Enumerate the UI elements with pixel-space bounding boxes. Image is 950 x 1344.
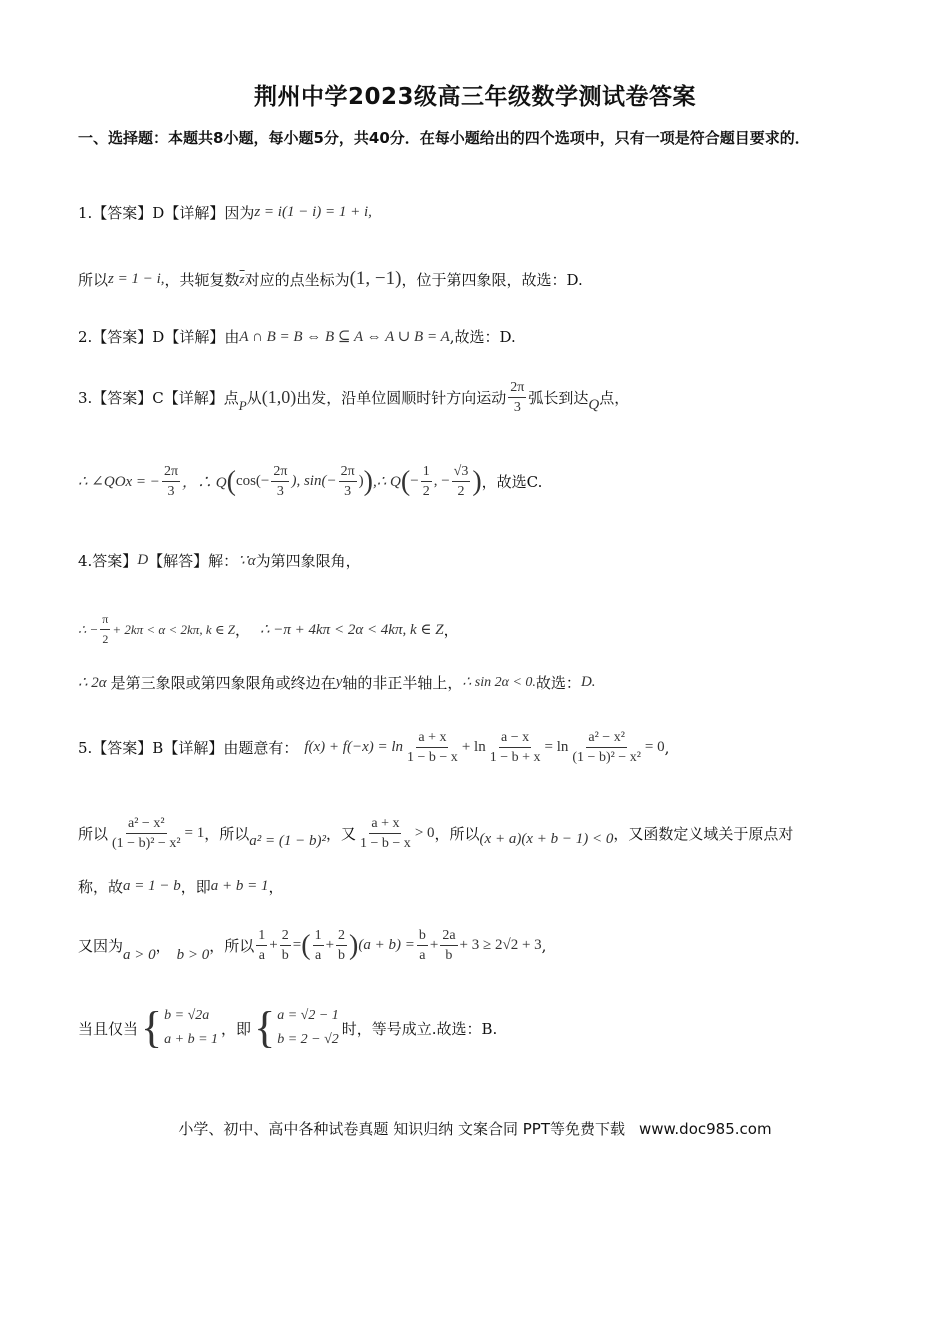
q1-text-e: ，位于第四象限，故选：D. [401, 270, 583, 289]
q1-point: (1, −1) [349, 268, 402, 289]
footer-link[interactable]: www.doc985.com [638, 1120, 772, 1138]
q4-line-2 [78, 610, 878, 649]
q4-text-3e: 故选： [535, 674, 581, 692]
q3-text-d: 点， [599, 389, 630, 407]
q4-answer: D [137, 552, 149, 568]
q5-line-1 [78, 728, 878, 767]
q5-sys2-row1: a = √2 − 1 [277, 1008, 339, 1023]
q5-text-4b: ， [155, 937, 171, 955]
q3-text-c: 弧长到达 [528, 389, 589, 407]
q5-frac-2b: $\frac{2}{b}$ [281, 928, 289, 963]
q1-lead: 1.【答案】D【详解】因为 [78, 204, 255, 222]
q5-ab-eq: a + b = 1 [210, 878, 269, 894]
q5-result: + 3 ≥ 2√2 + 3 [459, 937, 542, 953]
q5-text-4c: ，所以 [209, 937, 255, 955]
q5-text-2b: ，所以 [204, 825, 250, 843]
q4-line-3 [78, 672, 878, 693]
q3-text-a: 从 [246, 389, 262, 407]
q3-arc-fraction: $\frac{2\pi}{3}$ [510, 380, 525, 415]
q5-gt0: > 0 [414, 825, 435, 841]
q4-sep-2: ， [443, 621, 459, 639]
q5-a-pos: a > 0 [123, 947, 156, 963]
q3-half-fraction: $\frac{1}{2}$ [422, 464, 430, 499]
q2-lead: 2.【答案】D【详解】由 [78, 328, 240, 346]
q5-line-4 [78, 926, 878, 965]
q3-cos-fraction: $\frac{2\pi}{3}$ [273, 464, 288, 499]
q3-text-i: ，故选C. [481, 473, 543, 491]
q3-cos: cos(− [235, 473, 270, 489]
q5-eq-sign: = [292, 937, 302, 953]
q4-ineq-2: ∴ −π + 4kπ < 2α < 4kπ, k ∈ Z [259, 622, 444, 638]
q3-minus: − [410, 473, 419, 489]
q5-b-pos: b > 0 [176, 947, 210, 963]
q3-q-label: ，∴ Q [182, 475, 227, 491]
q5-line-2 [78, 814, 878, 853]
q3-sin: ), sin(− [291, 473, 337, 489]
q5-text-3c: ， [268, 878, 284, 896]
q5-sys1-row1: b = √2a [164, 1008, 210, 1023]
page-title: 荆州中学2023级高三年级数学测试卷答案 [253, 84, 696, 110]
q5-system-2: { a = √2 − 1 b = 2 − √2 [254, 1003, 339, 1052]
q5-a-square: a² = (1 − b)² [249, 833, 326, 849]
section-heading: 一、选择题：本题共8小题，每小题5分，共40分．在每小题给出的四个选项中，只有一项是符合题目要求的． [78, 129, 810, 147]
q5-frac-4: $\frac{\text{a² − x²}}{\text{(1 − b)² − x²}}$ [112, 816, 181, 851]
q5-plus-ln: + ln [461, 739, 486, 755]
q5-f: f(x) + f(−x) = ln [304, 739, 404, 755]
q1-zbar: $\overline{z}$ [239, 271, 245, 286]
q5-eq-ln: = ln [544, 739, 569, 755]
q5-text-5b: ，即 [221, 1019, 252, 1038]
q4-pi-fraction: $\frac{\pi}{2}$ [102, 612, 109, 646]
q4-text-a: 【解答】解： [148, 552, 239, 570]
q3-paren-close: ) [363, 465, 373, 497]
q5-a-eq: a = 1 − b [123, 878, 181, 894]
q5-ab-factor: (a + b) = [358, 937, 415, 953]
q5-paren-open: ( [301, 929, 311, 961]
q3-q-label-2: ,∴ Q [373, 474, 401, 490]
q5-lead: 5.【答案】B【详解】由题意有： [78, 739, 299, 757]
q3-sin-fraction: $\frac{2\pi}{3}$ [340, 464, 355, 499]
q1-text-d: 对应的点坐标为 [244, 270, 350, 289]
q5-frac-ba: $\frac{b}{a}$ [418, 928, 426, 963]
q3-lead: 3.【答案】C【详解】点 [78, 389, 239, 407]
q3-point-p: P [238, 397, 247, 413]
q4-sin: ∴ sin 2α < 0. [462, 675, 536, 690]
q5-comma: , [664, 738, 670, 757]
q4-line-1 [78, 550, 878, 571]
q3-point-q: Q [588, 397, 600, 413]
q4-ineq-1: + 2kπ < α < 2kπ, k ∈ Z [112, 621, 235, 637]
q5-text-3b: ，即 [180, 878, 211, 896]
q1-text-b: ，共轭复数 [164, 270, 240, 289]
q5-text-2e: ，又函数定义域关于原点对 [613, 825, 794, 843]
q4-y: y [335, 674, 343, 690]
q4-final: D. [580, 674, 596, 690]
q5-plus-sign: + [269, 937, 278, 953]
q5-text-3a: 称，故 [78, 878, 124, 896]
q4-therefore: ∴ − [78, 621, 99, 637]
q5-text-2d: ，所以 [434, 825, 480, 843]
q5-paren-close: ) [349, 929, 359, 961]
q5-eq0: = 0 [644, 739, 665, 755]
q4-lead: 4.答案】 [78, 552, 138, 570]
q3-start-point: (1,0) [261, 387, 297, 407]
q5-text-4d: , [541, 936, 547, 955]
q5-product: (x + a)(x + b − 1) < 0 [479, 831, 614, 847]
q5-frac-2b-2: $\frac{2}{b}$ [338, 928, 346, 963]
q1-line-2 [78, 268, 878, 290]
q5-text-2a: 所以 [78, 825, 109, 843]
q4-because: ∵α [238, 553, 256, 569]
q5-frac-2ab: $\frac{2a}{b}$ [442, 928, 456, 963]
q3-paren-open: ( [226, 465, 236, 497]
q1-conjugate-eq: z = 1 − i, [108, 270, 165, 287]
q3-comma-minus: , − [433, 473, 450, 489]
q3-paren-close-2: ) [472, 465, 482, 497]
q5-plus-sign-3: + [429, 937, 439, 953]
q5-frac-1a-2: $\frac{1}{a}$ [314, 928, 322, 963]
q3-line-2 [78, 462, 878, 501]
q1-equation: z = i(1 − i) = 1 + i, [254, 204, 372, 220]
q1-text-a: 所以 [78, 270, 109, 289]
q5-frac-1a: $\frac{1}{a}$ [258, 928, 266, 963]
footer-text: 小学、初中、高中各种试卷真题 知识归纳 文案合同 PPT等免费下载 [178, 1120, 625, 1138]
q3-close-inner: ) [358, 473, 364, 489]
q4-2alpha: ∴ 2α [78, 675, 107, 691]
q2-equation: A ∩ B = B ⇔ B ⊆ A ⇔ A ∪ B = A [239, 329, 450, 345]
q5-frac-3: $\frac{\text{a² − x²}}{\text{(1 − b)² − x²}}$ [572, 730, 641, 765]
footer [0, 1118, 950, 1139]
q1-line-1 [78, 202, 878, 223]
q2-line [78, 326, 878, 347]
q5-frac-5: $\frac{a + x}{1 - b - x}$ [360, 816, 411, 851]
q5-system-1: { b = √2a a + b = 1 [141, 1003, 219, 1052]
q2-tail: ,故选：D. [449, 328, 516, 346]
q3-paren-open-2: ( [400, 465, 411, 497]
q5-text-2c: ，又 [326, 825, 357, 843]
q3-angle: ∴ ∠QOx = − [78, 474, 160, 490]
q3-text-b: 出发，沿单位圆顺时针方向运动 [296, 389, 507, 407]
q5-sys1-row2: a + b = 1 [164, 1032, 219, 1047]
q5-frac-1: $\frac{a + x}{1 - b - x}$ [407, 730, 458, 765]
q4-text-3b: 是第三象限或第四象限角或终边在 [110, 674, 336, 692]
q5-text-5a: 当且仅当 [78, 1019, 139, 1038]
q4-text-3c: 轴的非正半轴上， [342, 674, 463, 692]
q3-line-1 [78, 378, 878, 417]
q5-plus-sign-2: + [325, 937, 335, 953]
q5-eq1: = 1 [184, 825, 205, 841]
q3-root-fraction: $\frac{√3}{2}$ [453, 464, 469, 499]
q5-frac-2: $\frac{a - x}{1 - b + x}$ [489, 730, 541, 765]
q5-text-5c: 时，等号成立.故选：B. [341, 1019, 498, 1038]
q4-text-b: 为第四象限角， [255, 552, 361, 570]
q5-line-5 [78, 1004, 878, 1052]
q3-angle-fraction: $\frac{2\pi}{3}$ [163, 464, 179, 499]
q5-sys2-row2: b = 2 − √2 [277, 1032, 339, 1047]
q4-sep: ， [234, 621, 250, 639]
q5-text-4a: 又因为 [78, 937, 124, 955]
q5-line-3 [78, 876, 878, 897]
